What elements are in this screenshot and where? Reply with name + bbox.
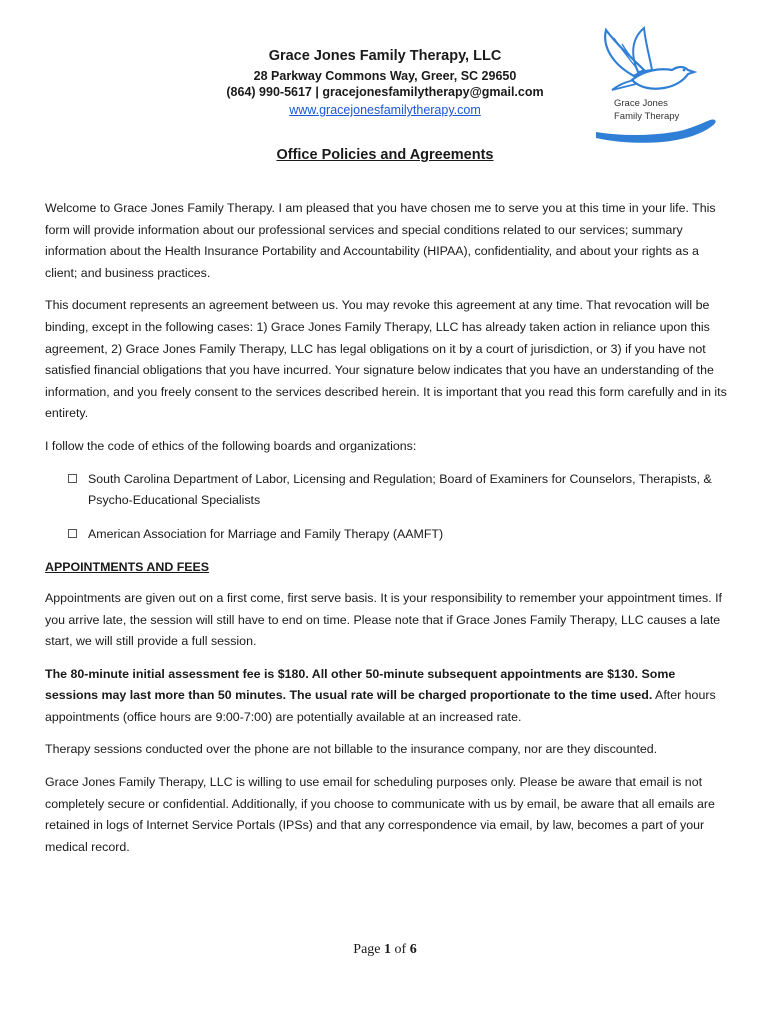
letterhead	[150, 48, 620, 119]
org-contact: (864) 990-5617 | gracejonesfamilytherapy@gmail.com	[226, 85, 544, 99]
logo-text-line2: Family Therapy	[614, 111, 680, 122]
ethics-item-text: American Association for Marriage and Family Therapy (AAMFT)	[88, 526, 444, 541]
appointments-paragraph: Appointments are given out on a first come, first serve basis. It is your responsibility to remember your appointment times. If you arrive late, the session will still have to end on time. Please note that if Grace Jones Family Therapy, LLC causes a late start, we will still provide a full session.	[45, 590, 722, 649]
intro-paragraph: Welcome to Grace Jones Family Therapy. I am pleased that you have chosen me to serve you at this time in your life. This form will provide information about our professional services and special conditions related to our services; summary information about the Health Insurance Portability and Accountability (HIPAA), confidentiality, and about your rights as a client; and business practices.	[45, 201, 716, 280]
checkbox-icon	[68, 474, 77, 483]
checkbox-icon	[68, 529, 77, 538]
appointments-heading: APPOINTMENTS AND FEES	[45, 560, 210, 575]
website-link[interactable]: www.gracejonesfamilytherapy.com	[289, 103, 481, 117]
ethics-item-text: South Carolina Department of Labor, Licensing and Regulation; Board of Examiners for Counselors, Therapists, & Psycho-Educational Specialists	[88, 471, 712, 508]
org-name: Grace Jones Family Therapy, LLC	[268, 48, 502, 64]
list-item	[45, 524, 730, 546]
list-item	[45, 469, 730, 512]
company-logo	[592, 24, 722, 146]
page-total: 6	[409, 942, 417, 957]
document-body	[45, 198, 730, 869]
page-word: Page	[353, 942, 381, 957]
email-paragraph: Grace Jones Family Therapy, LLC is willing to use email for scheduling purposes only. Please be aware that email is not completely secure or confidential. Additionally, if you choose to communicate with us by email, be aware that all emails are retained in logs of Internet Service Portals (IPSs) and that any correspondence via email, by law, becomes a part of your medical record.	[45, 775, 715, 854]
ethics-list	[45, 469, 730, 546]
document-title: Office Policies and Agreements	[276, 147, 494, 163]
page-current: 1	[384, 942, 392, 957]
org-address: 28 Parkway Commons Way, Greer, SC 29650	[253, 69, 517, 83]
fees-text: After hours appointments (office hours are 9:00-7:00) are potentially available at an increased rate.	[45, 688, 716, 724]
logo-text-line1: Grace Jones	[614, 98, 668, 109]
fees-paragraph	[45, 664, 730, 729]
of-word: of	[394, 942, 407, 957]
dove-hand-logo-icon	[592, 24, 722, 146]
page-footer	[0, 942, 770, 958]
agreement-paragraph: This document represents an agreement between us. You may revoke this agreement at any time. That revocation will be binding, except in the following cases: 1) Grace Jones Family Therapy, LLC has already taken action in reliance upon this agreement, 2) Grace Jones Family Therapy, LLC has legal obligations on it by a court of jurisdiction, or 3) if you have not satisfied financial obligations that you have incurred. Your signature below indicates that you have an understanding of the information, and you freely consent to the services described herein. It is important that you read this form carefully and in its entirety.	[45, 298, 727, 421]
phone-sessions-paragraph: Therapy sessions conducted over the phone are not billable to the insurance company, nor are they discounted.	[45, 742, 658, 757]
fees-bold-text: The 80-minute initial assessment fee is $180. All other 50-minute subsequent appointments are $130. Some sessions may last more than 50 minutes. The usual rate will be charged proportionate to the time used.	[45, 666, 676, 703]
ethics-intro-paragraph: I follow the code of ethics of the following boards and organizations:	[45, 438, 417, 453]
